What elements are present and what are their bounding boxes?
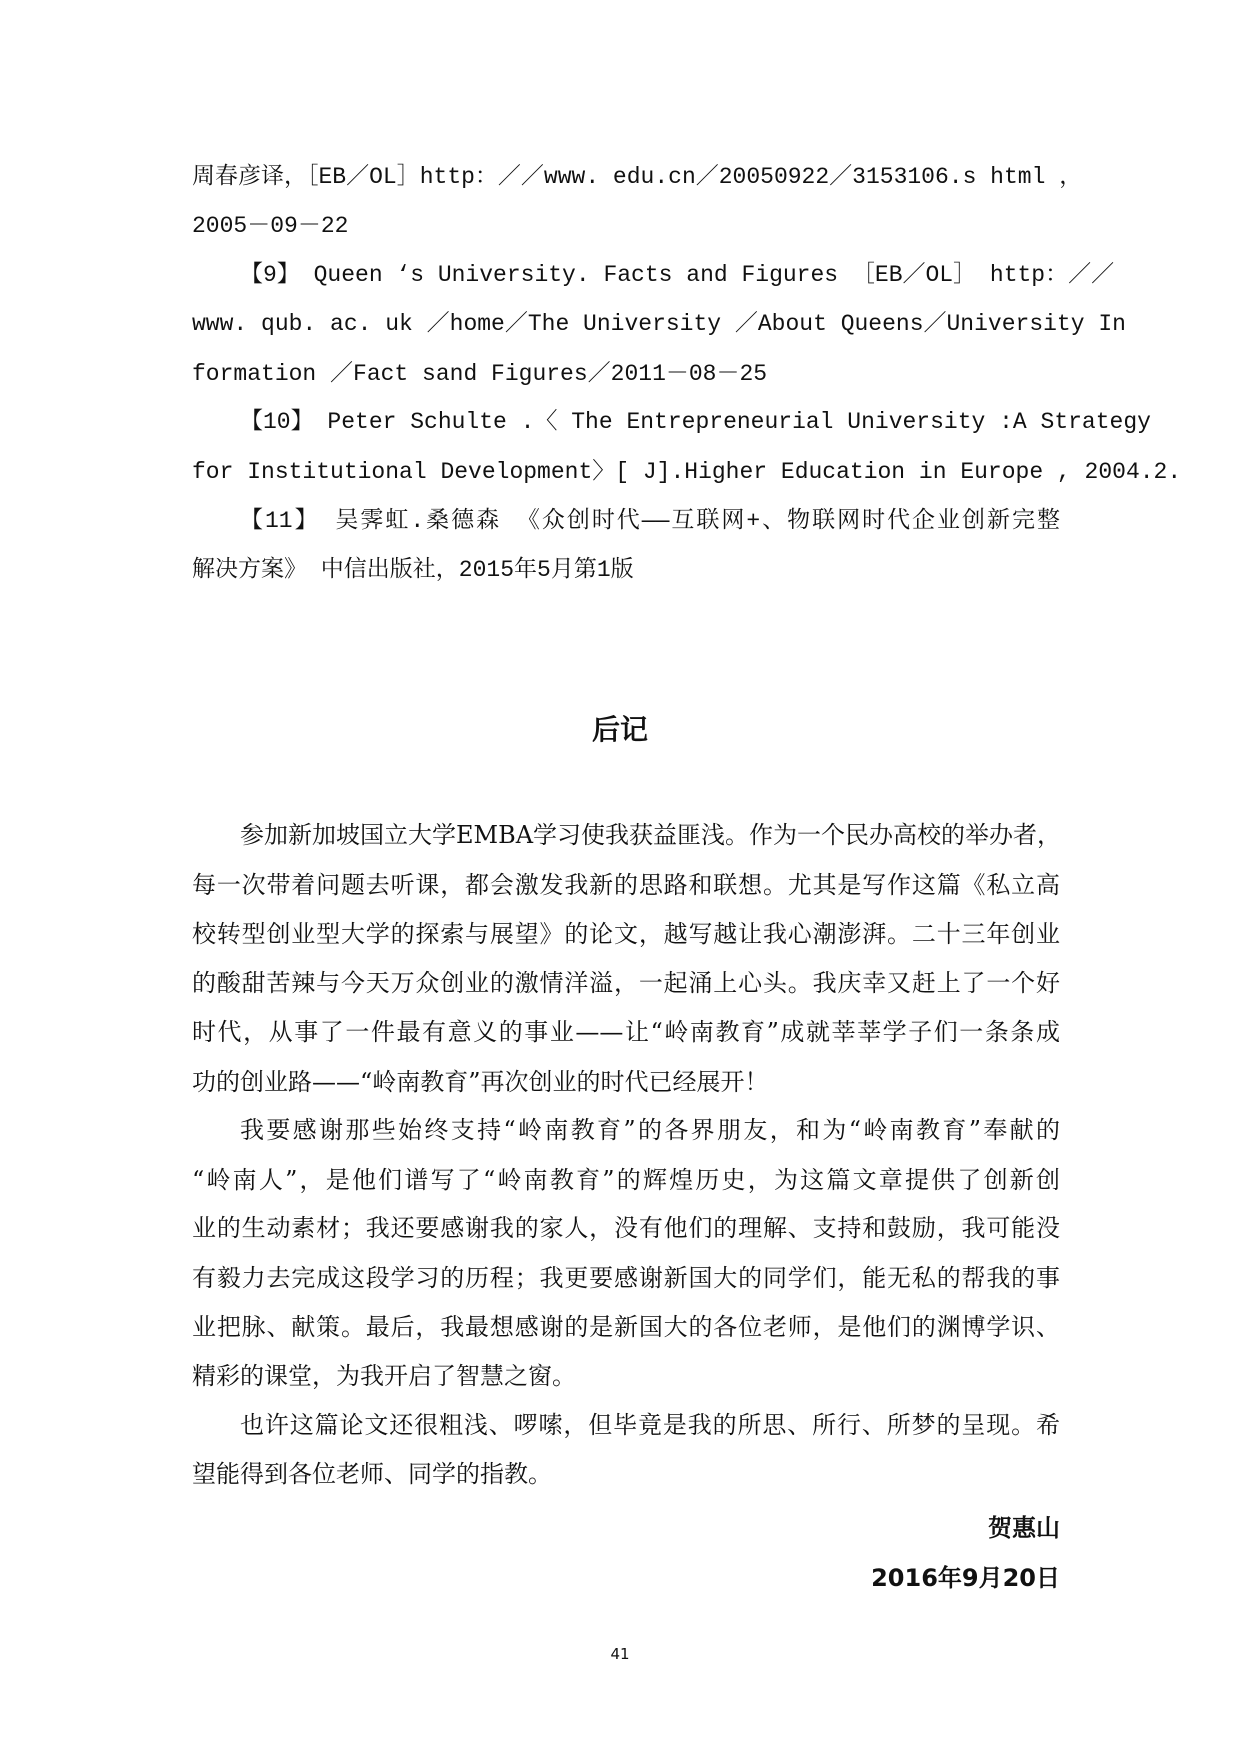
reference-line: 周春彦译，［EB／OL］http：／／www. edu.cn／20050922／3153106.s html ， <box>192 164 1083 190</box>
body-line: 的酸甜苦辣与今天万众创业的激情洋溢，一起涌上心头。我庆幸又赶上了一个好 <box>192 969 1060 997</box>
section-title: 后记 <box>591 713 648 746</box>
body-line: 功的创业路——“岭南教育”再次创业的时代已经展开！ <box>192 1068 769 1096</box>
reference-line: 【11】 吴霁虹.桑德森 《众创时代——互联网+、物联网时代企业创新完整 <box>240 508 1060 534</box>
body-line: 有毅力去完成这段学习的历程；我更要感谢新国大的同学们，能无私的帮我的事 <box>192 1264 1060 1292</box>
body-line: 参加新加坡国立大学EMBA学习使我获益匪浅。作为一个民办高校的举办者， <box>240 821 1062 849</box>
author-signature: 贺惠山 <box>988 1514 1060 1542</box>
reference-line: 【9】 Queen ‘s University. Facts and Figures ［EB／OL］ http：／／ <box>240 262 1115 288</box>
body-line: 也许这篇论文还很粗浅、啰嗦，但毕竟是我的所思、所行、所梦的呈现。希 <box>240 1411 1060 1439</box>
body-line: 业的生动素材；我还要感谢我的家人，没有他们的理解、支持和鼓励，我可能没 <box>192 1214 1060 1242</box>
body-line: 望能得到各位老师、同学的指教。 <box>192 1460 552 1488</box>
body-line: 我要感谢那些始终支持“岭南教育”的各界朋友，和为“岭南教育”奉献的 <box>240 1116 1060 1144</box>
body-line: 精彩的课堂，为我开启了智慧之窗。 <box>192 1362 576 1390</box>
reference-line: formation ／Fact sand Figures／2011－08－25 <box>192 361 768 387</box>
body-line: 业把脉、献策。最后，我最想感谢的是新国大的各位老师，是他们的渊博学识、 <box>192 1313 1060 1341</box>
reference-line: 【10】 Peter Schulte .〈 The Entrepreneurial University :A Strategy <box>240 409 1151 435</box>
body-line: 时代，从事了一件最有意义的事业——让“岭南教育”成就莘莘学子们一条条成 <box>192 1018 1060 1046</box>
page-number: 41 <box>610 1645 630 1663</box>
reference-line: www. qub. ac. uk ／home／The University ／About Queens／University In <box>192 311 1126 337</box>
reference-line: 2005－09－22 <box>192 213 349 239</box>
body-line: “岭南人”，是他们谱写了“岭南教育”的辉煌历史，为这篇文章提供了创新创 <box>192 1166 1060 1194</box>
reference-line: for Institutional Development〉[ J].Higher Education in Europe , 2004.2. <box>192 459 1182 485</box>
reference-line: 解决方案》 中信出版社，2015年5月第1版 <box>192 557 634 583</box>
signature-date: 2016年9月20日 <box>871 1564 1060 1592</box>
body-line: 每一次带着问题去听课，都会激发我新的思路和联想。尤其是写作这篇《私立高 <box>192 871 1060 899</box>
body-line: 校转型创业型大学的探索与展望》的论文，越写越让我心潮澎湃。二十三年创业 <box>192 920 1060 948</box>
